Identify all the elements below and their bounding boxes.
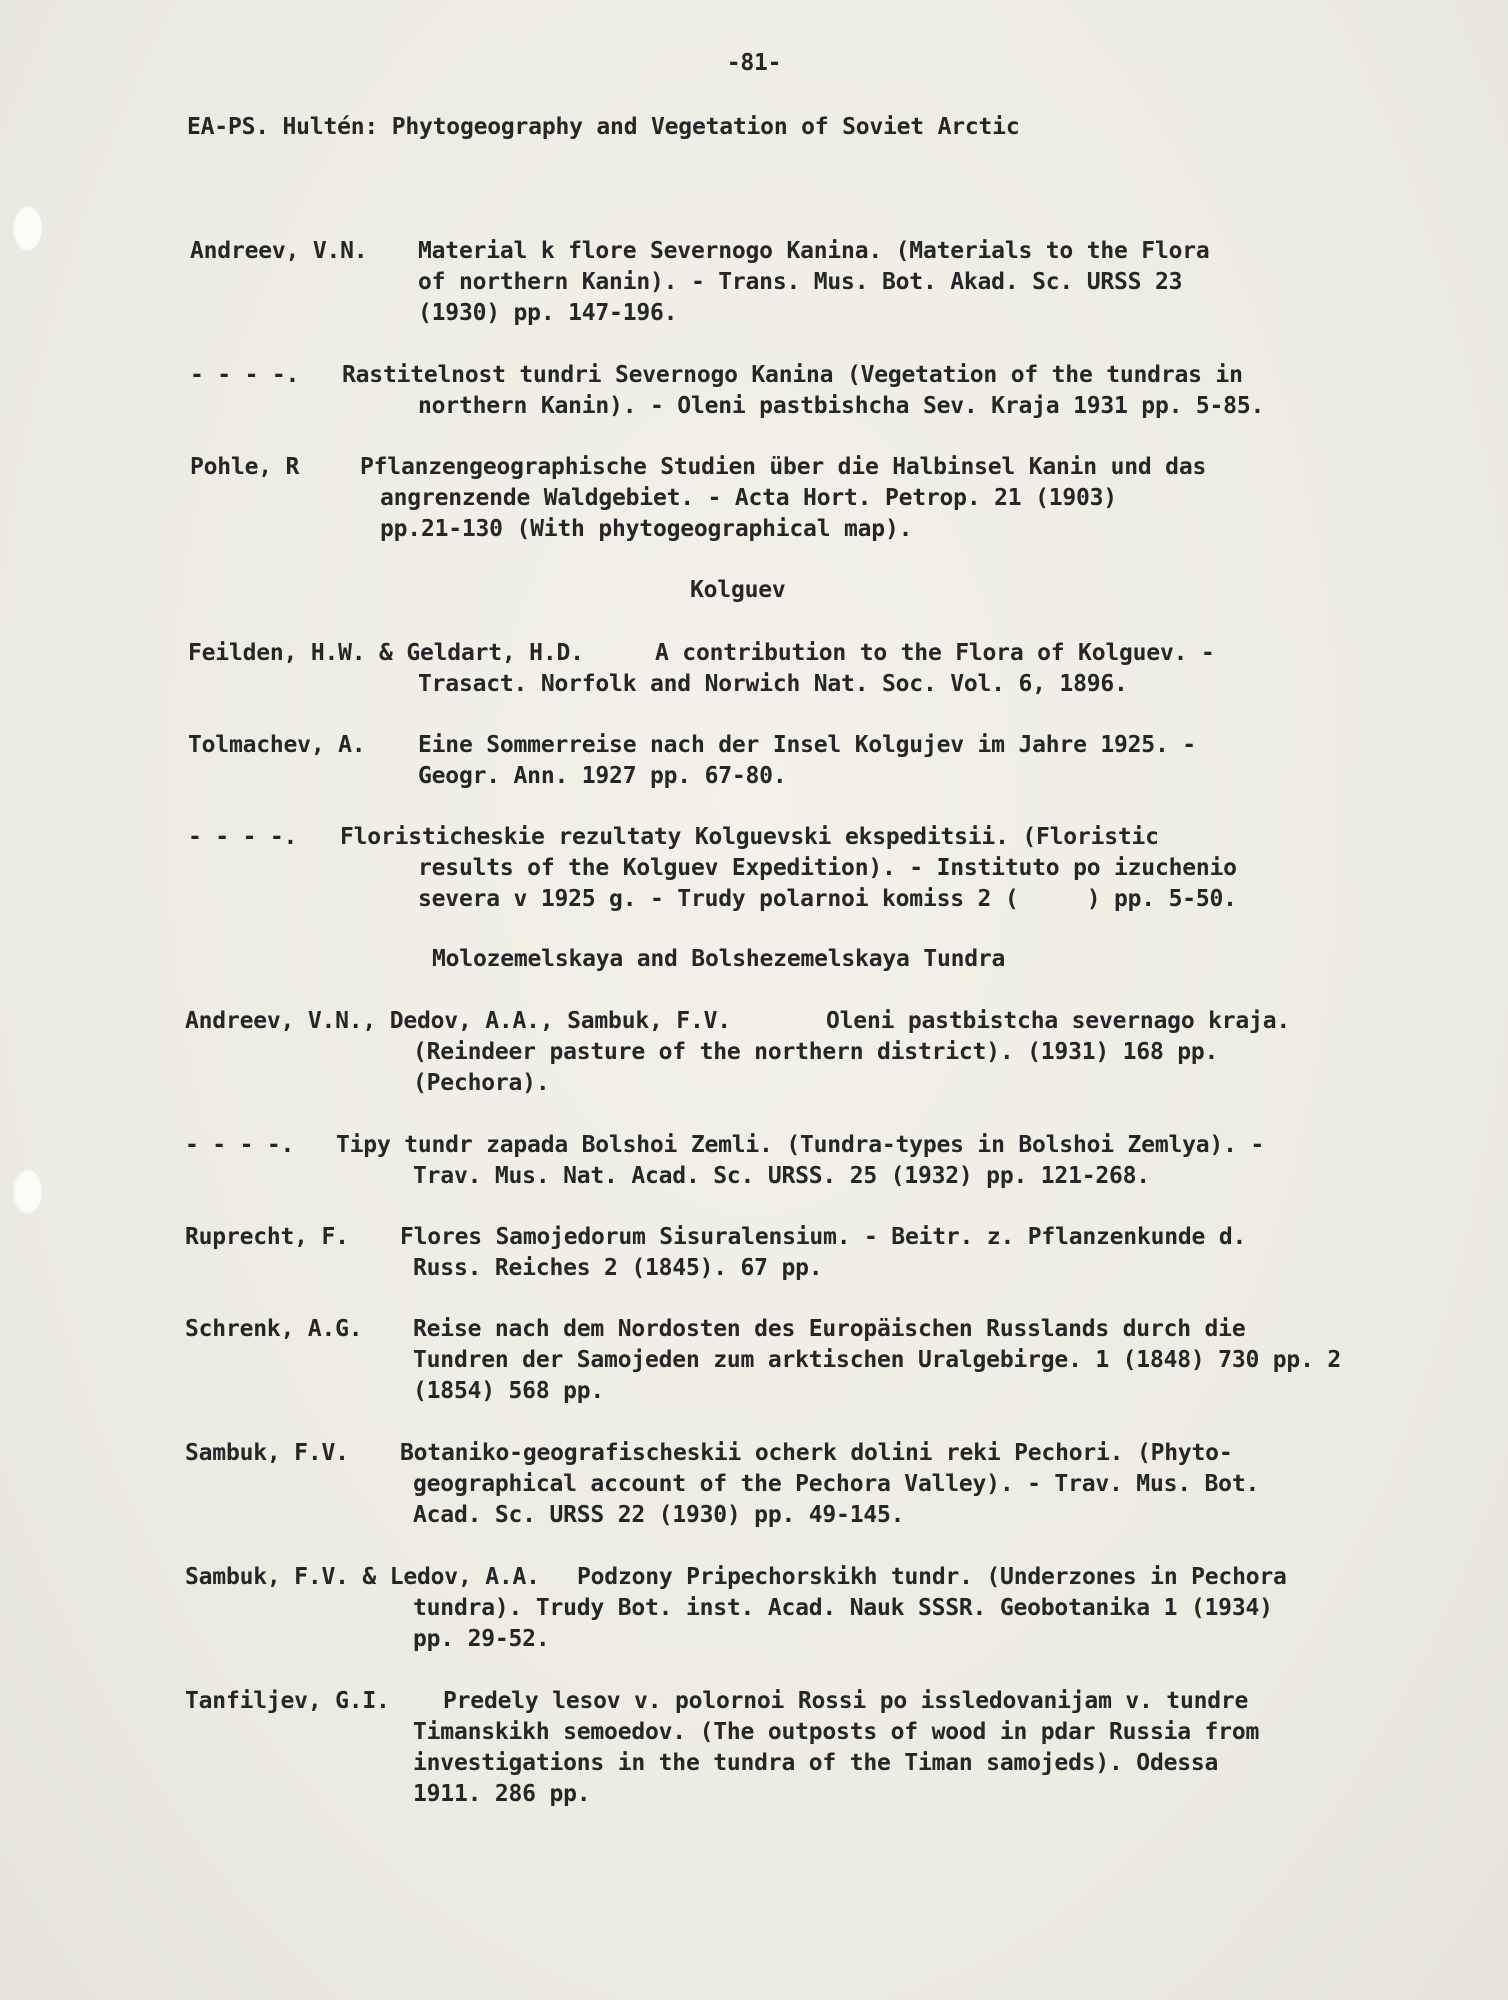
punch-hole: [12, 1168, 42, 1214]
entry-line: A contribution to the Flora of Kolguev. -: [655, 640, 1215, 666]
punch-hole: [12, 205, 42, 251]
entry-line: tundra). Trudy Bot. inst. Acad. Nauk SSSR. Geobotanika 1 (1934): [413, 1595, 1273, 1621]
entry-line: Reise nach dem Nordosten des Europäischen Russlands durch die: [413, 1316, 1246, 1342]
entry-author: Tolmachev, A.: [188, 732, 366, 758]
entry-author: Tanfiljev, G.I.: [185, 1688, 390, 1714]
entry-line: Acad. Sc. URSS 22 (1930) pp. 49-145.: [413, 1502, 905, 1528]
entry-line: (Reindeer pasture of the northern district). (1931) 168 pp.: [413, 1039, 1219, 1065]
entry-line: angrenzende Waldgebiet. - Acta Hort. Petrop. 21 (1903): [380, 485, 1117, 511]
entry-line: (Pechora).: [413, 1070, 550, 1096]
entry-line: Podzony Pripechorskikh tundr. (Underzones in Pechora: [577, 1564, 1287, 1590]
entry-author: Feilden, H.W. & Geldart, H.D.: [188, 640, 584, 666]
section-heading-tundra: Molozemelskaya and Bolshezemelskaya Tundra: [432, 946, 1006, 972]
entry-line: Oleni pastbistcha severnago kraja.: [826, 1008, 1291, 1034]
entry-line: Eine Sommerreise nach der Insel Kolgujev im Jahre 1925. -: [418, 732, 1196, 758]
entry-line: investigations in the tundra of the Timan samojeds). Odessa: [413, 1750, 1219, 1776]
entry-author: - - - -.: [190, 362, 300, 388]
entry-line: northern Kanin). - Oleni pastbishcha Sev. Kraja 1931 pp. 5-85.: [418, 393, 1265, 419]
entry-line: Tundren der Samojeden zum arktischen Uralgebirge. 1 (1848) 730 pp. 2: [413, 1347, 1342, 1373]
entry-line: pp.21-130 (With phytogeographical map).: [380, 516, 913, 542]
entry-author: Schrenk, A.G.: [185, 1316, 363, 1342]
entry-line: Botaniko-geografischeskii ocherk dolini reki Pechori. (Phyto-: [400, 1440, 1233, 1466]
entry-line: 1911. 286 pp.: [413, 1781, 591, 1807]
entry-line: Geogr. Ann. 1927 pp. 67-80.: [418, 763, 787, 789]
entry-line: Flores Samojedorum Sisuralensium. - Beitr. z. Pflanzenkunde d.: [400, 1224, 1247, 1250]
document-header: EA-PS. Hultén: Phytogeography and Vegetation of Soviet Arctic: [187, 114, 1020, 140]
entry-line: geographical account of the Pechora Valley). - Trav. Mus. Bot.: [413, 1471, 1260, 1497]
entry-line: (1930) pp. 147-196.: [418, 300, 678, 326]
entry-author: - - - -.: [188, 824, 298, 850]
entry-line: (1854) 568 pp.: [413, 1378, 605, 1404]
entry-author: - - - -.: [185, 1132, 295, 1158]
entry-line: Pflanzengeographische Studien über die Halbinsel Kanin und das: [360, 454, 1207, 480]
entry-line: Rastitelnost tundri Severnogo Kanina (Vegetation of the tundras in: [342, 362, 1243, 388]
section-heading-kolguev: Kolguev: [690, 577, 786, 603]
entry-line: Floristicheskie rezultaty Kolguevski ekspeditsii. (Floristic: [340, 824, 1159, 850]
entry-line: results of the Kolguev Expedition). - Instituto po izuchenio: [418, 855, 1237, 881]
entry-line: Trasact. Norfolk and Norwich Nat. Soc. Vol. 6, 1896.: [418, 671, 1128, 697]
entry-author: Sambuk, F.V.: [185, 1440, 349, 1466]
entry-author: Sambuk, F.V. & Ledov, A.A.: [185, 1564, 540, 1590]
entry-line: Tipy tundr zapada Bolshoi Zemli. (Tundra-types in Bolshoi Zemlya). -: [336, 1132, 1265, 1158]
entry-author: Andreev, V.N.: [190, 238, 368, 264]
entry-author: Andreev, V.N., Dedov, A.A., Sambuk, F.V.: [185, 1008, 731, 1034]
entry-line: Timanskikh semoedov. (The outposts of wood in pdar Russia from: [413, 1719, 1260, 1745]
entry-line: Trav. Mus. Nat. Acad. Sc. URSS. 25 (1932) pp. 121-268.: [413, 1163, 1150, 1189]
entry-line: Material k flore Severnogo Kanina. (Materials to the Flora: [418, 238, 1210, 264]
entry-line: Russ. Reiches 2 (1845). 67 pp.: [413, 1255, 823, 1281]
entry-author: Ruprecht, F.: [185, 1224, 349, 1250]
entry-author: Pohle, R: [190, 454, 300, 480]
entry-line: Predely lesov v. polornoi Rossi po issledovanijam v. tundre: [443, 1688, 1249, 1714]
entry-line: severa v 1925 g. - Trudy polarnoi komiss 2 ( ) pp. 5-50.: [418, 886, 1237, 912]
entry-line: pp. 29-52.: [413, 1626, 550, 1652]
page-number: -81-: [726, 50, 782, 76]
entry-line: of northern Kanin). - Trans. Mus. Bot. Akad. Sc. URSS 23: [418, 269, 1183, 295]
